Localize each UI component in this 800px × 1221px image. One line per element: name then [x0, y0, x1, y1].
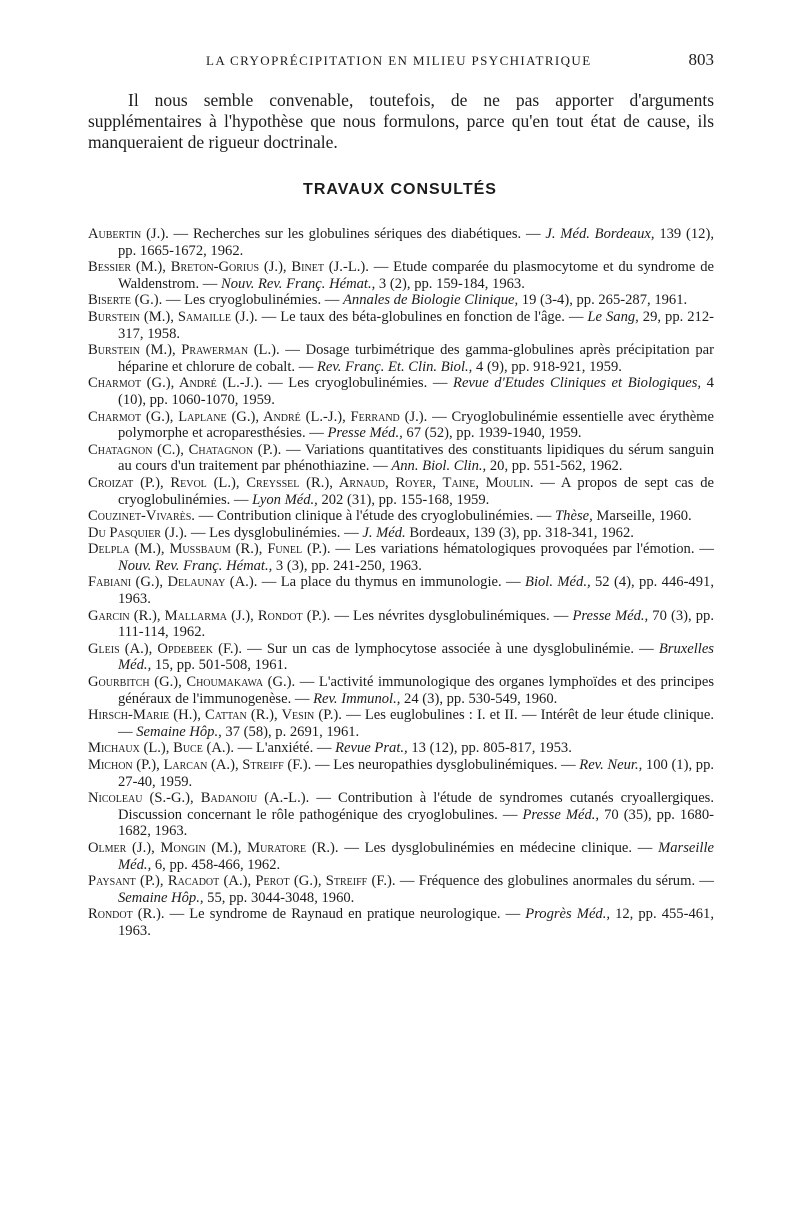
reference-title: — Les euglobulines : I. et II. — Intérêt de leur étude clinique. — — [118, 707, 714, 740]
page-header — [88, 50, 714, 74]
reference-journal: Marseille Méd., — [118, 839, 715, 873]
reference-journal: Progrès Méd., — [525, 906, 611, 923]
reference-entry — [88, 574, 714, 607]
reference-title: — Contribution clinique à l'étude des cryoglobulinémies. — — [194, 508, 556, 525]
reference-entry — [88, 226, 714, 259]
reference-journal: Lyon Méd., — [252, 491, 318, 508]
reference-authors: Biserte (G.). — [88, 292, 163, 309]
reference-entry — [88, 309, 714, 342]
reference-details: 67 (52), pp. 1939-1940, 1959. — [402, 425, 582, 442]
reference-journal: Rev. Immunol., — [313, 690, 401, 707]
reference-title: — Les dysglobulinémies en médecine clinique. — — [338, 839, 659, 856]
reference-title: — Dosage turbimétrique des gamma-globulines après précipitation par héparine et chlorure de cobalt. — — [118, 342, 714, 375]
reference-journal: Semaine Hôp., — [118, 889, 204, 906]
reference-title: — Variations quantitatives des constituants lipidiques du sérum sanguin au cours d'un traitement par phénothiazine. — — [118, 441, 714, 475]
reference-authors: Paysant (P.), Racadot (A.), Perot (G.), Streiff (F.). — [88, 873, 396, 890]
reference-entry — [88, 790, 714, 840]
reference-title: — Les névrites dysglobulinémiques. — — [330, 607, 573, 624]
reference-journal: Thèse, — [555, 508, 593, 525]
reference-authors: Olmer (J.), Mongin (M.), Muratore (R.). — [88, 839, 339, 856]
reference-details: 4 (10), pp. 1060-1070, 1959. — [118, 375, 714, 408]
reference-authors: Michon (P.), Larcan (A.), Streiff (F.). — [88, 757, 312, 773]
section-heading: TRAVAUX CONSULTÉS — [303, 181, 497, 198]
reference-title: — Fréquence des globulines anormales du sérum. — — [395, 873, 714, 890]
reference-entry — [88, 508, 714, 525]
page-number: 803 — [688, 50, 714, 69]
reference-journal: Presse Méd., — [572, 607, 649, 624]
reference-title: — L'anxiété. — — [234, 740, 336, 757]
reference-title: — Le taux des béta-globulines en fonction de l'âge. — — [257, 308, 588, 325]
reference-journal: Semaine Hôp., — [136, 723, 222, 740]
reference-details: 15, pp. 501-508, 1961. — [151, 657, 288, 674]
reference-title: — Recherches sur les globulines sériques des diabétiques. — — [168, 226, 546, 242]
reference-entry — [88, 525, 714, 542]
reference-journal: Le Sang, — [587, 308, 639, 325]
intro-paragraph — [88, 90, 714, 153]
reference-authors: Couzinet-Vivarès. — [88, 508, 195, 525]
reference-details: 202 (31), pp. 155-168, 1959. — [317, 491, 490, 508]
reference-authors: Burstein (M.), Samaille (J.). — [88, 308, 258, 325]
reference-details: Marseille, 1960. — [592, 508, 692, 525]
reference-authors: Fabiani (G.), Delaunay (A.). — [88, 574, 258, 591]
reference-entry — [88, 442, 714, 475]
reference-title: — Contribution à l'étude de syndromes cutanés cryoallergiques. Discussion concernant le rôle pathogénique des cryoglobulines. — — [118, 790, 715, 823]
reference-authors: Charmot (G.), André (L.-J.). — [88, 375, 263, 392]
reference-title: — Le syndrome de Raynaud en pratique neurologique. — — [164, 906, 526, 923]
reference-entry — [88, 757, 714, 790]
reference-journal: J. Méd. — [362, 524, 406, 541]
reference-journal: Presse Méd., — [327, 425, 403, 442]
reference-details: 3 (3), pp. 241-250, 1963. — [272, 557, 422, 574]
reference-authors: Rondot (R.). — [88, 906, 165, 923]
reference-details: 52 (4), pp. 446-491, 1963. — [118, 574, 714, 608]
reference-journal: Nouv. Rev. Franç. Hémat., — [118, 557, 273, 574]
reference-title: — A propos de sept cas de cryoglobulinémies. — — [118, 474, 714, 508]
reference-details: 37 (58), p. 2691, 1961. — [221, 723, 360, 740]
reference-title: — Les cryoglobulinémies. — — [162, 292, 344, 309]
reference-title: — Les dysglobulinémies. — — [187, 524, 363, 541]
reference-authors: Bessier (M.), Breton-Gorius (J.), Binet (J.-L.). — [88, 259, 369, 276]
reference-entry — [88, 475, 714, 508]
reference-entry — [88, 541, 714, 574]
reference-journal: Nouv. Rev. Franç. Hémat., — [221, 275, 376, 292]
reference-details: 13 (12), pp. 805-817, 1953. — [407, 740, 572, 757]
reference-title: — Les neuropathies dysglobulinémiques. — — [311, 757, 580, 773]
reference-authors: Chatagnon (C.), Chatagnon (P.). — [88, 441, 282, 458]
reference-entry — [88, 873, 714, 906]
reference-details: 20, pp. 551-562, 1962. — [486, 458, 623, 475]
reference-details: 100 (1), pp. 27-40, 1959. — [118, 757, 715, 790]
reference-journal: Biol. Méd., — [525, 574, 591, 591]
reference-authors: Aubertin (J.). — [88, 226, 169, 242]
reference-entry — [88, 292, 714, 309]
reference-details: 139 (12), pp. 1665-1672, 1962. — [118, 226, 714, 259]
reference-entry — [88, 707, 714, 740]
reference-journal: Rev. Neur., — [579, 757, 643, 773]
reference-details: 55, pp. 3044-3048, 1960. — [203, 889, 355, 906]
reference-details: 70 (35), pp. 1680-1682, 1963. — [118, 806, 714, 840]
reference-authors: Gleis (A.), Opdebeek (F.). — [88, 640, 243, 657]
reference-authors: Garcin (R.), Mallarma (J.), Rondot (P.). — [88, 607, 331, 624]
reference-entry — [88, 409, 714, 442]
reference-journal: Bruxelles Méd., — [118, 640, 714, 674]
reference-title: — Cryoglobulinémie essentielle avec érythème polymorphe et acroparesthésies. — — [118, 408, 714, 442]
reference-title: — Sur un cas de lymphocytose associée à une dysglobulinémie. — — [242, 640, 659, 657]
reference-title: — Les variations hématologiques provoquées par l'émotion. — — [330, 541, 714, 558]
reference-journal: Revue d'Etudes Cliniques et Biologiques, — [453, 375, 702, 392]
reference-details: 6, pp. 458-466, 1962. — [151, 856, 281, 873]
reference-details: 12, pp. 455-461, 1963. — [118, 906, 714, 939]
reference-title: — Les cryoglobulinémies. — — [262, 375, 454, 392]
reference-authors: Burstein (M.), Prawerman (L.). — [88, 342, 280, 359]
reference-authors: Hirsch-Marie (H.), Cattan (R.), Vesin (P.). — [88, 707, 342, 724]
reference-entry — [88, 259, 714, 292]
reference-entry — [88, 375, 714, 408]
reference-journal: J. Méd. Bordeaux, — [545, 226, 655, 242]
reference-details: 70 (3), pp. 111-114, 1962. — [118, 607, 714, 641]
reference-authors: Gourbitch (G.), Choumakawa (G.). — [88, 674, 296, 691]
reference-authors: Michaux (L.), Buce (A.). — [88, 740, 235, 757]
running-title: LA CRYOPRÉCIPITATION EN MILIEU PSYCHIATRIQUE — [206, 53, 592, 68]
reference-entry — [88, 906, 714, 939]
reference-details: 29, pp. 212-317, 1958. — [118, 308, 715, 342]
reference-list — [88, 226, 714, 940]
reference-details: 24 (3), pp. 530-549, 1960. — [400, 690, 558, 707]
reference-title: — L'activité immunologique des organes lymphoïdes et des principes généraux de l'immunogenèse. — — [118, 674, 714, 707]
reference-details: 4 (9), pp. 918-921, 1959. — [472, 358, 622, 375]
reference-entry — [88, 740, 714, 757]
reference-entry — [88, 608, 714, 641]
reference-authors: Nicoleau (S.-G.), Badanoiu (A.-L.). — [88, 790, 310, 807]
intro-text: Il nous semble convenable, toutefois, de ne pas apporter d'arguments supplémentaires à l'hypothèse que nous formulons, parce qu'en tout état de cause, ils manqueraient de rigueur doctrinale. — [88, 90, 714, 152]
reference-entry — [88, 342, 714, 375]
reference-details: 19 (3-4), pp. 265-287, 1961. — [518, 292, 688, 309]
reference-journal: Revue Prat., — [335, 740, 408, 757]
reference-title: — Etude comparée du plasmocytome et du syndrome de Waldenstrom. — — [118, 259, 714, 292]
reference-details: 3 (2), pp. 159-184, 1963. — [375, 275, 525, 292]
reference-journal: Presse Méd., — [522, 806, 600, 823]
reference-authors: Croizat (P.), Revol (L.), Creyssel (R.), Arnaud, Royer, Taine, Moulin. — [88, 474, 534, 491]
reference-entry — [88, 641, 714, 674]
reference-title: — La place du thymus en immunologie. — — [257, 574, 526, 591]
reference-authors: Charmot (G.), Laplane (G.), André (L.-J.), Ferrand (J.). — [88, 408, 428, 425]
reference-entry — [88, 840, 714, 873]
reference-journal: Annales de Biologie Clinique, — [343, 292, 519, 309]
reference-details: Bordeaux, 139 (3), pp. 318-341, 1962. — [405, 524, 634, 541]
reference-journal: Ann. Biol. Clin., — [391, 458, 487, 475]
reference-authors: Du Pasquier (J.). — [88, 524, 188, 541]
reference-journal: Rev. Franç. Et. Clin. Biol., — [316, 358, 473, 375]
reference-entry — [88, 674, 714, 707]
reference-authors: Delpla (M.), Mussbaum (R.), Funel (P.). — [88, 541, 331, 558]
